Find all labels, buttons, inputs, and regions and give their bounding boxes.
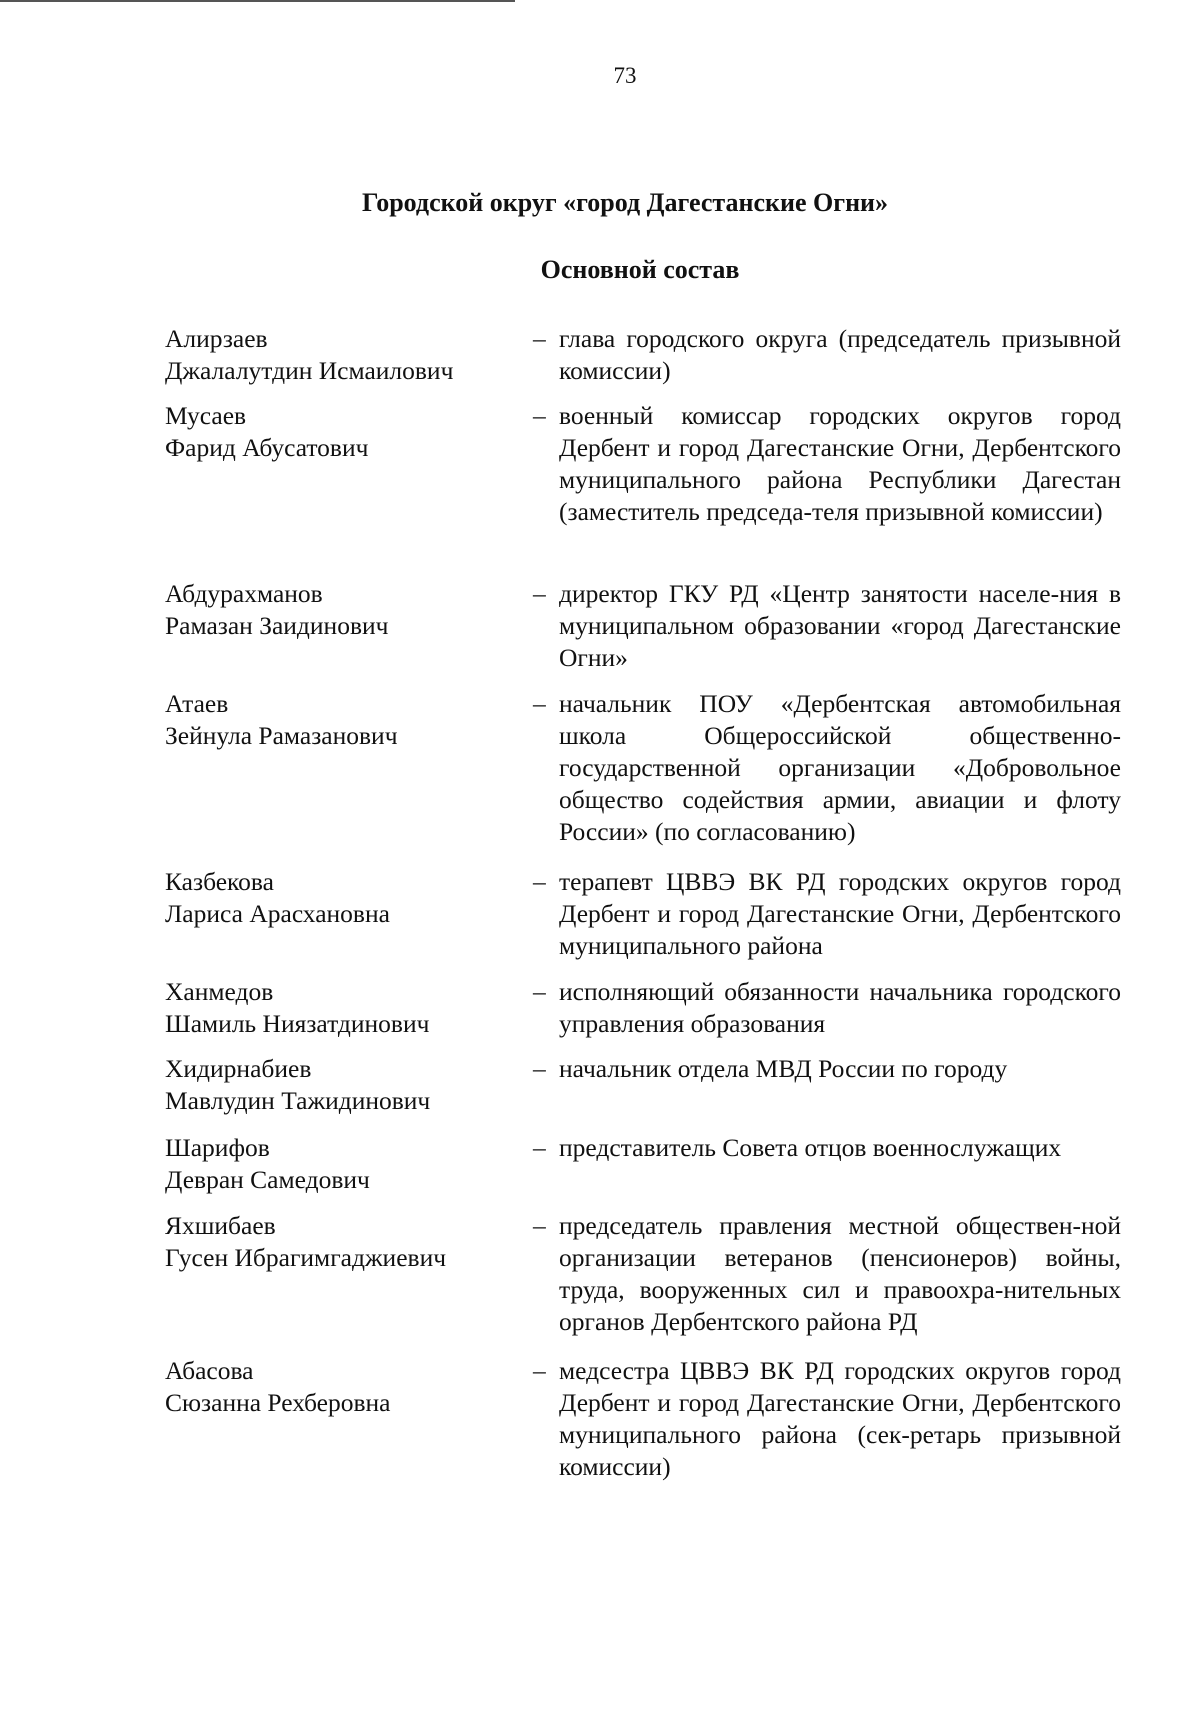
member-name — [165, 866, 515, 930]
dash: – — [533, 1211, 546, 1240]
dash: – — [533, 867, 546, 896]
dash: – — [533, 1054, 546, 1083]
document-heading: Городской округ «город Дагестанские Огни» — [361, 188, 889, 217]
member-name — [165, 976, 515, 1040]
member-surname: Ханмедов — [165, 977, 274, 1006]
member-given-names: Фарид Абусатович — [165, 433, 369, 462]
member-role: представитель Совета отцов военнослужащих — [559, 1133, 1062, 1162]
member-role: председатель правления местной обществен-ной организации ветеранов (пенсионеров) войны, труда, вооруженных сил и правоохра-нительных органов Дербентского района РД — [559, 1211, 1121, 1336]
member-surname: Шарифов — [165, 1133, 270, 1162]
member-given-names: Рамазан Заидинович — [165, 611, 389, 640]
member-name — [165, 688, 515, 752]
member-given-names: Зейнула Рамазанович — [165, 721, 398, 750]
member-surname: Казбекова — [165, 867, 274, 896]
member-name — [165, 1053, 515, 1117]
member-given-names: Мавлудин Тажидинович — [165, 1086, 431, 1115]
member-role: терапевт ЦВВЭ ВК РД городских округов город Дербент и город Дагестанские Огни, Дербентского муниципального района — [559, 867, 1121, 960]
member-given-names: Гусен Ибрагимгаджиевич — [165, 1243, 447, 1272]
member-surname: Абдурахманов — [165, 579, 323, 608]
dash: – — [533, 324, 546, 353]
member-role: начальник ПОУ «Дербентская автомобильная школа Общероссийской общественно-государственной организации «Добровольное общество содействия армии, авиации и флоту России» (по согласованию) — [559, 689, 1121, 846]
dash: – — [533, 1133, 546, 1162]
member-surname: Абасова — [165, 1356, 254, 1385]
member-given-names: Лариса Арасхановна — [165, 899, 390, 928]
member-surname: Хидирнабиев — [165, 1054, 312, 1083]
member-name — [165, 1132, 515, 1196]
member-given-names: Сюзанна Рехберовна — [165, 1388, 391, 1417]
member-given-names: Девран Самедович — [165, 1165, 370, 1194]
dash: – — [533, 1356, 546, 1385]
member-name — [165, 400, 515, 464]
member-role: военный комиссар городских округов город Дербент и город Дагестанские Огни, Дербентского муниципального района Республики Дагестан (заместитель председа-теля призывной комиссии) — [559, 401, 1121, 526]
member-name — [165, 1355, 515, 1419]
member-surname: Яхшибаев — [165, 1211, 276, 1240]
page-number: 73 — [613, 63, 637, 88]
member-role: начальник отдела МВД России по городу — [559, 1054, 1008, 1083]
member-role: исполняющий обязанности начальника городского управления образования — [559, 977, 1121, 1038]
member-role: глава городского округа (председатель призывной комиссии) — [559, 324, 1121, 385]
member-name — [165, 1210, 515, 1274]
dash: – — [533, 977, 546, 1006]
dash: – — [533, 401, 546, 430]
dash: – — [533, 689, 546, 718]
member-role: директор ГКУ РД «Центр занятости населе-ния в муниципальном образовании «город Дагестанские Огни» — [559, 579, 1121, 672]
member-name — [165, 323, 515, 387]
member-given-names: Шамиль Ниязатдинович — [165, 1009, 430, 1038]
section-subheading: Основной состав — [540, 255, 740, 284]
member-name — [165, 578, 515, 642]
top-border-line — [0, 0, 515, 2]
member-role: медсестра ЦВВЭ ВК РД городских округов город Дербент и город Дагестанские Огни, Дербентского муниципального района (сек-ретарь призывной комиссии) — [559, 1356, 1121, 1481]
dash: – — [533, 579, 546, 608]
member-surname: Мусаев — [165, 401, 247, 430]
member-surname: Алирзаев — [165, 324, 268, 353]
member-surname: Атаев — [165, 689, 229, 718]
member-given-names: Джалалутдин Исмаилович — [165, 356, 454, 385]
